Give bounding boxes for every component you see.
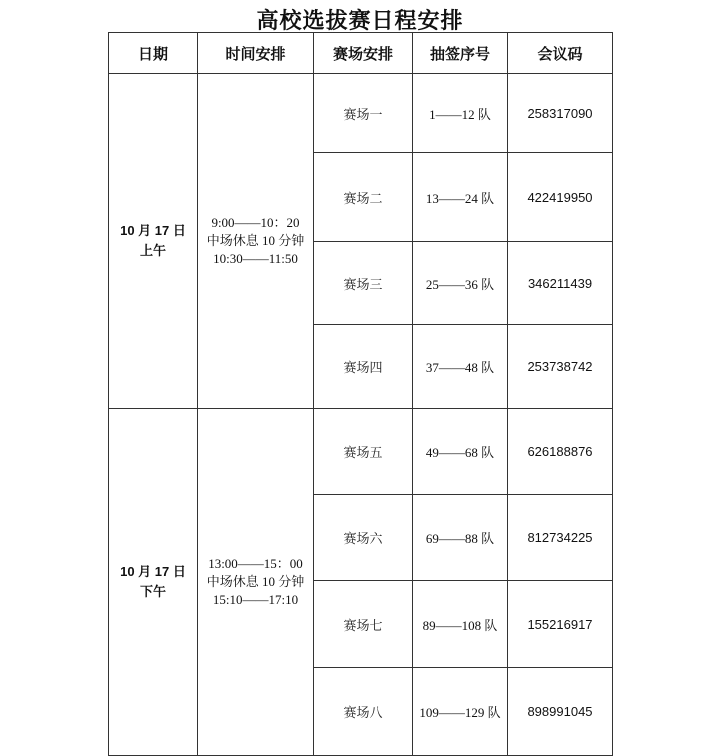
draw-cell: 13——24 队 [413,153,508,242]
date-cell-morning [109,74,198,409]
draw-cell: 109——129 队 [413,668,508,756]
table-row [109,74,613,153]
meeting-code-cell: 258317090 [508,74,613,153]
venue-cell: 赛场五 [314,409,413,495]
meeting-code-cell: 898991045 [508,668,613,756]
time-cell-morning [198,74,314,409]
table-row [109,409,613,495]
break-text: 中场休息 10 分钟 [206,233,305,248]
venue-cell: 赛场八 [314,668,413,756]
time-cell-afternoon [198,409,314,756]
date-text: 10 月 17 日 [120,223,186,238]
draw-cell: 1——12 队 [413,74,508,153]
meeting-code-cell: 422419950 [508,153,613,242]
draw-cell: 49——68 队 [413,409,508,495]
table-header-row [109,33,613,74]
meeting-code-cell: 155216917 [508,581,613,668]
period-text: 上午 [139,243,166,258]
page-title: 高校选拔赛日程安排 [256,9,464,34]
meeting-code-cell: 626188876 [508,409,613,495]
time-slot-first: 13:00——15：00 [208,556,303,571]
draw-cell: 37——48 队 [413,325,508,409]
venue-cell: 赛场二 [314,153,413,242]
meeting-code-cell: 812734225 [508,495,613,581]
date-text: 10 月 17 日 [120,564,186,579]
draw-cell: 69——88 队 [413,495,508,581]
time-slot-second: 15:10——17:10 [212,592,299,607]
header-date: 日期 [109,33,198,74]
time-slot-second: 10:30——11:50 [213,251,298,266]
draw-cell: 89——108 队 [413,581,508,668]
header-draw: 抽签序号 [413,33,508,74]
schedule-table [108,32,613,756]
time-slot-first: 9:00——10：20 [211,215,300,230]
draw-cell: 25——36 队 [413,242,508,325]
venue-cell: 赛场六 [314,495,413,581]
meeting-code-cell: 253738742 [508,325,613,409]
meeting-code-cell: 346211439 [508,242,613,325]
break-text: 中场休息 10 分钟 [206,574,305,589]
venue-cell: 赛场四 [314,325,413,409]
date-cell-afternoon [109,409,198,756]
header-venue: 赛场安排 [314,33,413,74]
header-time: 时间安排 [198,33,314,74]
venue-cell: 赛场七 [314,581,413,668]
venue-cell: 赛场三 [314,242,413,325]
header-code: 会议码 [508,33,613,74]
period-text: 下午 [139,584,166,599]
venue-cell: 赛场一 [314,74,413,153]
